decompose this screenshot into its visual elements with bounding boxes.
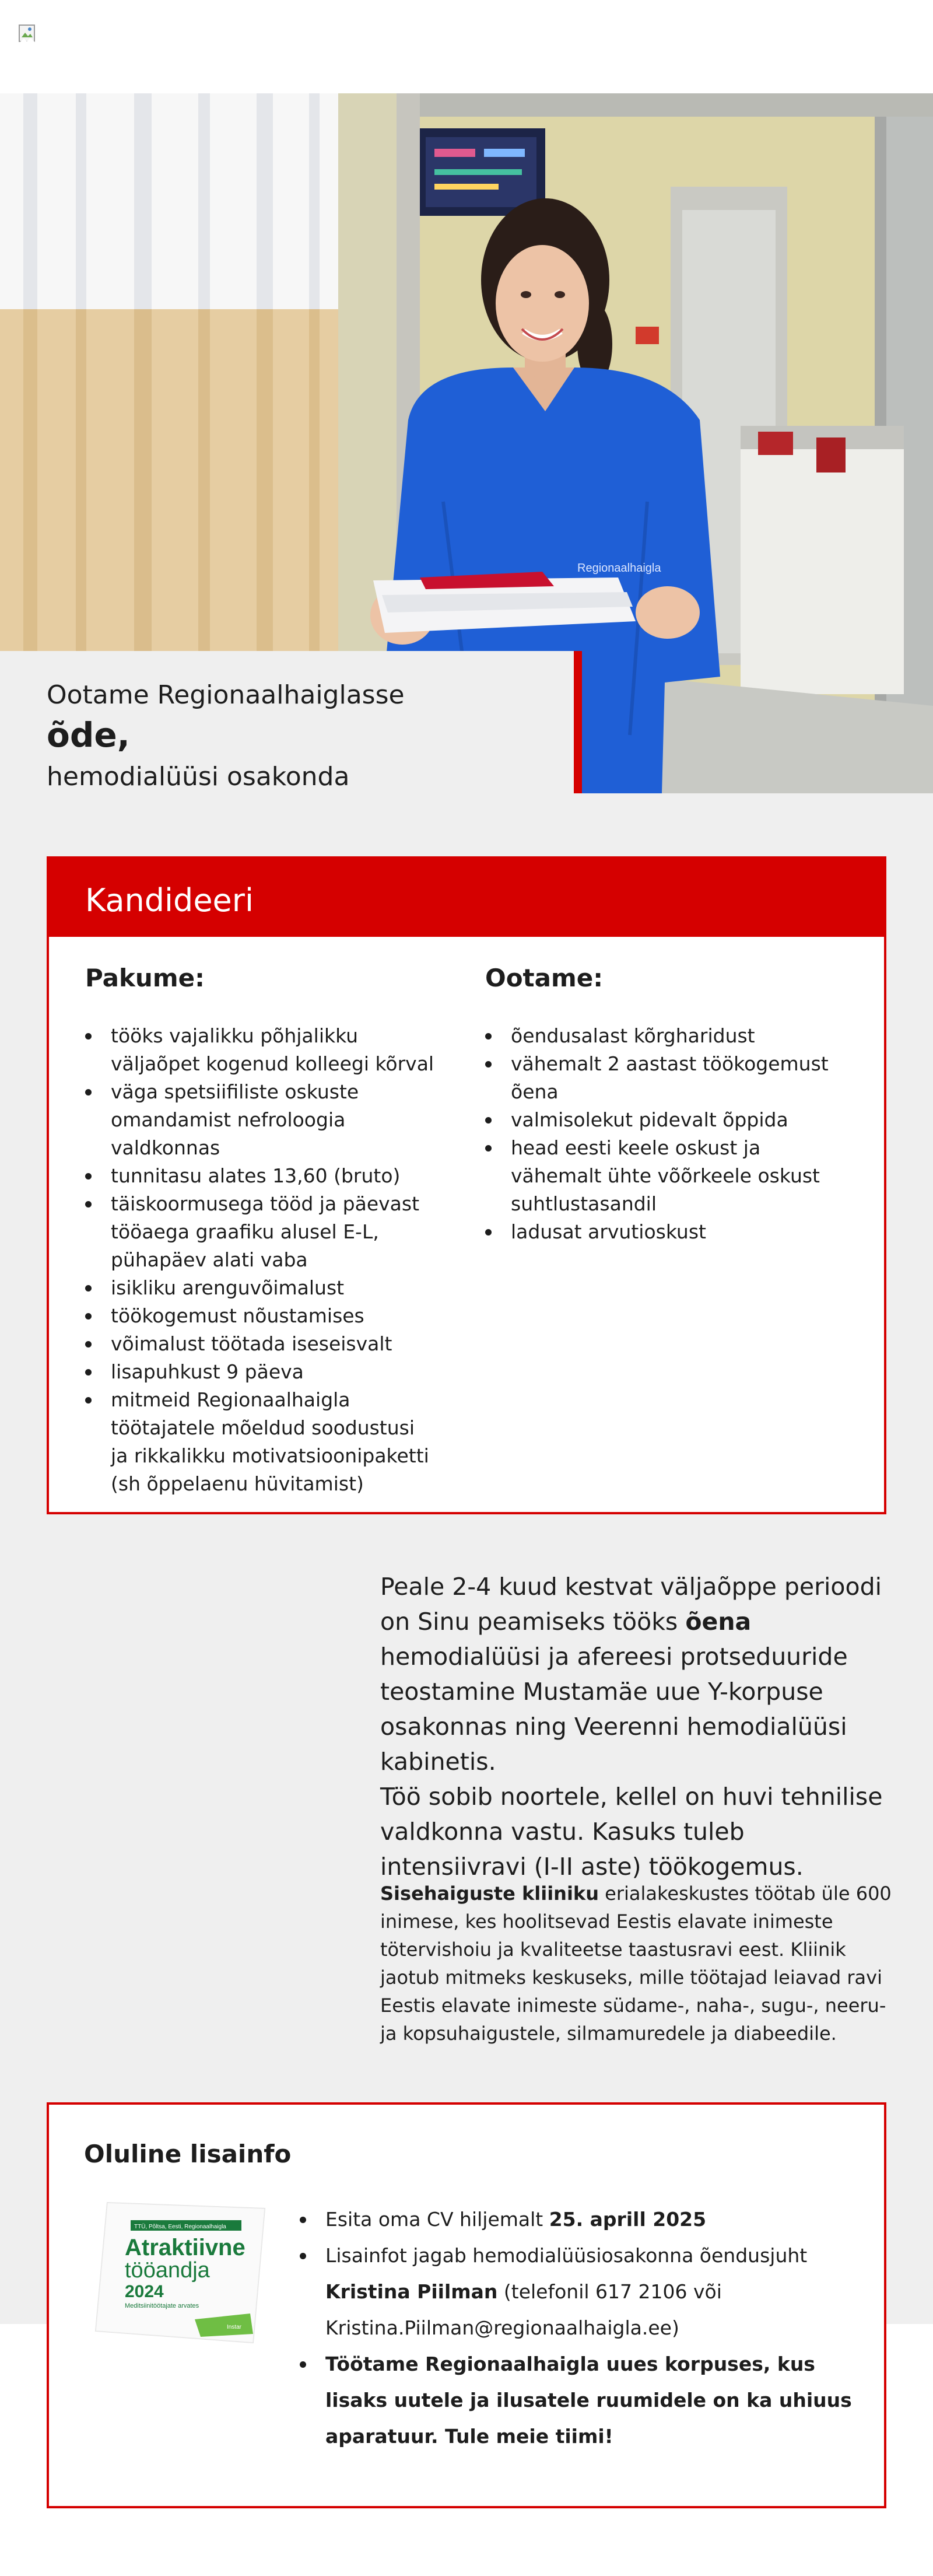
scrubs-logo-text: Regionaalhaigla	[577, 562, 661, 575]
job-description-text-cont: hemodialüüsi ja afereesi protseduuride teostamine Mustamäe uue Y-korpuse osakonnas ning Veerenni hemodialüüsi kabinetis.	[380, 1643, 848, 1776]
apply-button-label[interactable]: Kandideeri	[85, 882, 254, 919]
apply-card	[47, 856, 886, 1514]
offer-item: väga spetsiifiliste oskuste omandamist nefroloogia valdkonnas	[85, 1078, 435, 1162]
apply-header[interactable]	[49, 859, 884, 937]
hero-heading-department: hemodialüüsi osakonda	[47, 762, 350, 792]
info-item-closing	[300, 2346, 860, 2455]
badge-line2: tööandja	[125, 2258, 210, 2283]
badge-tag: Instar	[227, 2324, 242, 2330]
clinic-description-text: erialakeskustes töötab üle 600 inimese, kes hoolitsevad Eestis elavate inimeste tötervishoiu ja kvaliteetse taastusravi eest. Kliinik jaotub mitmeks keskuseks, mille töötajad leiavad ravi Eestis elavate inimeste südame-, naha-, sugu-, neeru- ja kopsuhaigustele, silmamuredele ja diabeedile.	[380, 1882, 892, 2045]
offer-item: tunnitasu alates 13,60 (bruto)	[85, 1162, 435, 1190]
accent-bar	[574, 651, 582, 793]
offer-item: isikliku arenguvõimalust	[85, 1274, 435, 1302]
expect-item: vähemalt 2 aastast töökogemust õena	[485, 1050, 835, 1106]
attractive-employer-badge	[84, 2197, 276, 2348]
badge-top-text: TTÜ, Põltsa, Eesti, Regionaalhaigla	[134, 2224, 226, 2230]
offer-item: tööks vajalikku põhjalikku väljaõpet kogenud kolleegi kõrval	[85, 1022, 435, 1078]
closing-text: Töötame Regionaalhaigla uues korpuses, kus lisaks uutele ja ilusatele ruumidele on ka uhiuus aparatuur. Tule meie tiimi!	[325, 2353, 852, 2448]
info-item-cv	[300, 2202, 860, 2238]
offer-title: Pakume:	[85, 964, 205, 992]
expect-item: ladusat arvutioskust	[485, 1218, 835, 1246]
job-suitability-text: Töö sobib noortele, kellel on huvi tehnilise valdkonna vastu. Kasuks tuleb intensiivravi (I-II aste) töökogemus.	[380, 1783, 883, 1881]
info-title: Oluline lisainfo	[84, 2140, 292, 2168]
badge-line1: Atraktiivne	[125, 2235, 245, 2260]
offer-item: töökogemust nõustamises	[85, 1302, 435, 1330]
offer-item: lisapuhkust 9 päeva	[85, 1358, 435, 1386]
expect-item: valmisolekut pidevalt õppida	[485, 1106, 835, 1134]
offer-list	[85, 1022, 435, 1498]
hero-heading-position: õde,	[47, 715, 130, 755]
expect-item: õendusalast kõrgharidust	[485, 1022, 835, 1050]
info-card	[47, 2102, 886, 2508]
info-list	[300, 2202, 860, 2455]
contact-name: Kristina Piilman	[325, 2280, 498, 2303]
expect-list	[485, 1022, 835, 1246]
badge-subtitle: Meditsiinitöötajate arvates	[125, 2302, 199, 2309]
clinic-description	[380, 1880, 893, 2048]
cv-deadline-date: 25. aprill 2025	[549, 2208, 707, 2231]
offer-item: võimalust töötada iseseisvalt	[85, 1330, 435, 1358]
clinic-name: Sisehaiguste kliiniku	[380, 1882, 599, 1905]
expect-title: Ootame:	[485, 964, 604, 992]
broken-image-icon	[19, 24, 36, 43]
job-description-text: Peale 2-4 kuud kestvat väljaõppe perioodi on Sinu peamiseks tööks	[380, 1573, 882, 1636]
job-description-bold: õena	[685, 1608, 752, 1636]
hero-heading-line1: Ootame Regionaalhaiglasse	[47, 680, 405, 710]
job-description	[380, 1569, 893, 1884]
offer-item: täiskoormusega tööd ja päevast tööaega graafiku alusel E-L, pühapäev alati vaba	[85, 1190, 435, 1274]
info-item-contact	[300, 2238, 860, 2346]
cv-deadline-text: Esita oma CV hiljemalt	[325, 2208, 549, 2231]
contact-text: Lisainfot jagab hemodialüüsiosakonna õendusjuht	[325, 2244, 808, 2267]
expect-item: head eesti keele oskust ja vähemalt ühte võõrkeele oskust suhtlustasandil	[485, 1134, 835, 1218]
offer-item: mitmeid Regionaalhaigla töötajatele mõeldud soodustusi ja rikkalikku motivatsioonipaketti (sh õppelaenu hüvitamist)	[85, 1386, 435, 1498]
contact-details[interactable]: (telefonil 617 2106 või Kristina.Piilman@regionaalhaigla.ee)	[325, 2280, 722, 2339]
badge-year: 2024	[125, 2282, 164, 2301]
top-bar	[0, 0, 933, 93]
